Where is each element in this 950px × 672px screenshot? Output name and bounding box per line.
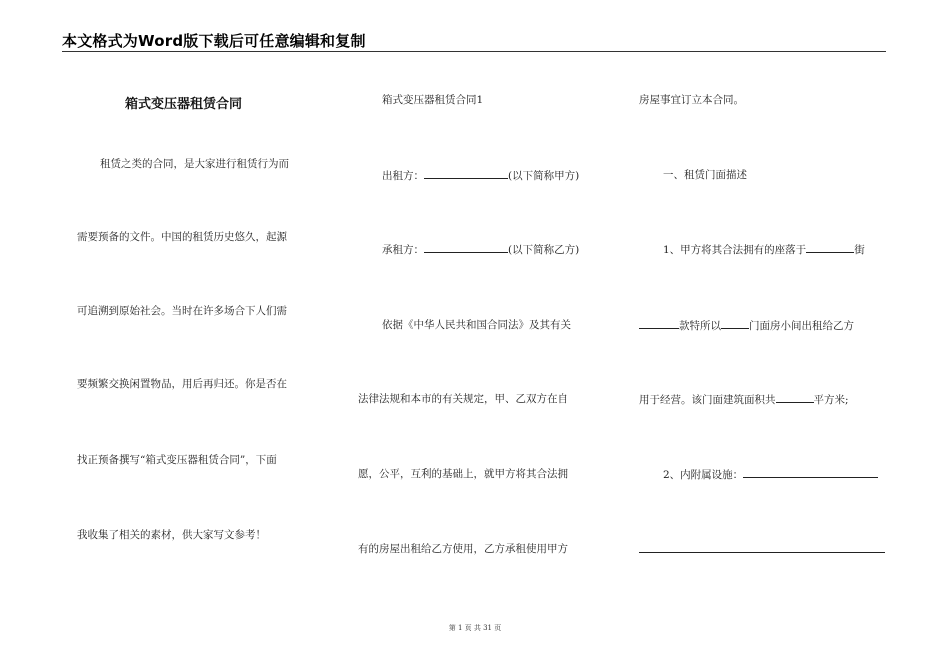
number-blank	[639, 318, 679, 329]
item-1c-line	[639, 392, 849, 407]
contract-heading: 箱式变压器租赁合同1	[382, 94, 484, 106]
unit-count-blank	[721, 318, 749, 329]
intro-line-2: 需要预备的文件。中国的租赁历史悠久，起源	[77, 231, 287, 243]
lessor-line	[382, 168, 579, 183]
facilities-blank	[743, 467, 878, 478]
contract-line-4: 依据《中华人民共和国合同法》及其有关	[382, 319, 571, 331]
item-1c-text-2: 平方米;	[813, 394, 849, 406]
lessee-line	[382, 242, 579, 257]
lessee-label: 承租方：	[382, 244, 424, 256]
intro-line-1: 租赁之类的合同，是大家进行租赁行为而	[100, 158, 289, 170]
document-title: 箱式变压器租赁合同	[125, 97, 243, 112]
facilities-fill-line	[639, 552, 885, 553]
banner-divider	[62, 51, 886, 52]
section-1-heading: 一、租赁门面描述	[663, 169, 747, 181]
lessor-blank	[424, 168, 508, 179]
item-1-suffix: 街	[854, 244, 865, 256]
intro-line-5: 找正预备撰写“箱式变压器租赁合同”，下面	[77, 454, 277, 466]
contract-line-7: 有的房屋出租给乙方使用，乙方承租使用甲方	[358, 543, 568, 555]
location-blank	[806, 242, 854, 253]
item-1-text: 1、甲方将其合法拥有的座落于	[663, 244, 807, 256]
contract-line-5: 法律法规和本市的有关规定，甲、乙双方在自	[358, 393, 568, 405]
item-1-line	[663, 242, 865, 257]
intro-line-6: 我收集了相关的素材，供大家写文参考！	[77, 529, 266, 541]
item-2-line	[663, 467, 878, 482]
area-blank	[776, 392, 814, 403]
lessee-suffix: (以下简称乙方)	[508, 244, 580, 256]
item-1b-line	[639, 318, 854, 333]
item-1b-text-2: 门面房小间出租给乙方	[749, 320, 854, 332]
lessee-blank	[424, 242, 508, 253]
contract-line-8: 房屋事宜订立本合同。	[639, 94, 744, 106]
item-1b-text-1: 款特所以	[679, 320, 721, 332]
lessor-label: 出租方：	[382, 170, 424, 182]
download-banner-text: 本文格式为Word版下载后可任意编辑和复制	[62, 32, 366, 50]
item-2-text: 2、内附属设施：	[663, 469, 744, 481]
item-1c-text-1: 用于经营。该门面建筑面积共	[639, 394, 776, 406]
lessor-suffix: (以下简称甲方)	[508, 170, 580, 182]
intro-line-3: 可追溯到原始社会。当时在许多场合下人们需	[77, 305, 287, 317]
contract-line-6: 愿，公平，互利的基础上，就甲方将其合法拥	[358, 468, 568, 480]
page-footer: 第 1 页 共 31 页	[448, 624, 502, 632]
intro-line-4: 要频繁交换闲置物品，用后再归还。你是否在	[77, 378, 287, 390]
